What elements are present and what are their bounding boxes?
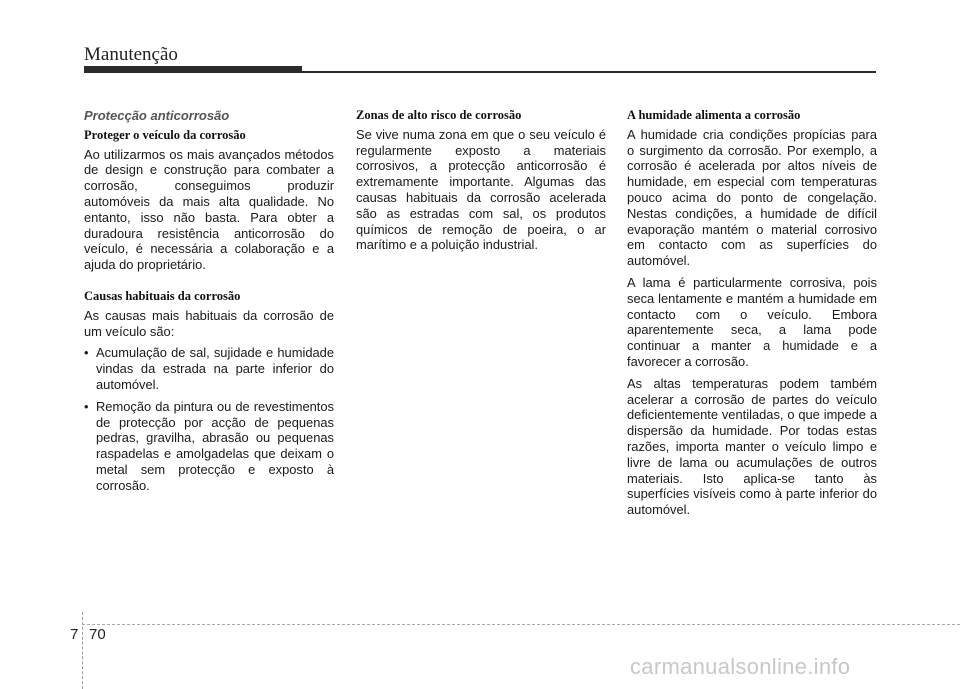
list-item-text: Remoção da pintura ou de revestimentos de protecção por acção de pequenas pedras, gravilha, abrasão ou pequenas raspadelas e amolgadelas que deixam o metal sem protecção e exposto à corrosão. [96,398,334,493]
column-1 [84,108,334,500]
page-number: 70 [89,626,106,643]
paragraph-humidity-2: A lama é particularmente corrosiva, pois seca lentamente e mantém a humidade em contacto com o veículo. Embora aparentemente seca, a lama pode continuar a manter a humidade e a favorecer a corrosão. [627,274,877,369]
subheading-humidity: A humidade alimenta a corrosão [627,108,801,122]
header-rule-thin [302,71,876,73]
section-title: Protecção anticorrosão [84,108,230,123]
paragraph-humidity-3: As altas temperaturas podem também acelerar a corrosão de partes do veículo deficientemente ventiladas, o que impede a dispersão da humidade. Por todas estas razões, importa manter o veículo limpo e livre de lama ou acumulações de outros materiais. Isto aplica-se tanto às superfícies visíveis como à parte inferior do automóvel. [627,375,877,518]
list-item [84,399,334,494]
list-item [84,345,334,392]
watermark: carmanualsonline.info [630,654,851,679]
causes-list [84,345,334,493]
paragraph-causes: As causas mais habituais da corrosão de um veículo são: [84,307,334,339]
page-header-title: Manutenção [84,44,178,65]
subheading-protect: Proteger o veículo da corrosão [84,127,246,142]
chapter-number: 7 [70,626,79,643]
paragraph-humidity-1: A humidade cria condições propícias para o surgimento da corrosão. Por exemplo, a corrosão é acelerada por altos níveis de humidade, em especial com temperaturas pouco acima do ponto de congelação. Nestas condições, a humidade de difícil evaporação mantém o material corrosivo em contacto com as superfícies do automóvel. [627,126,877,269]
paragraph-high-risk: Se vive numa zona em que o seu veículo é regularmente exposto a materiais corrosivos, a protecção anticorrosão é extremamente importante. Algumas das causas habituais da corrosão acelerada são as estradas com sal, os produtos químicos de remoção de poeira, o ar marítimo e a poluição industrial. [356,126,606,253]
paragraph-protect: Ao utilizarmos os mais avançados métodos de design e construção para combater a corrosão, conseguimos produzir automóveis da mais alta qualidade. No entanto, isso não basta. Para obter a duradoura resistência anticorrosão do veículo, é necessária a colaboração e a ajuda do proprietário. [84,146,334,273]
bullet-icon: • [84,398,89,414]
column-2 [356,108,606,259]
list-item-text: Acumulação de sal, sujidade e humidade vindas da estrada na parte inferior do automóvel. [96,345,334,392]
subheading-high-risk: Zonas de alto risco de corrosão [356,108,522,122]
footer-horizontal-rule [82,624,960,625]
header-rule-thick [84,66,302,73]
column-3 [627,108,877,524]
subheading-causes: Causas habituais da corrosão [84,288,241,303]
bullet-icon: • [84,345,89,361]
